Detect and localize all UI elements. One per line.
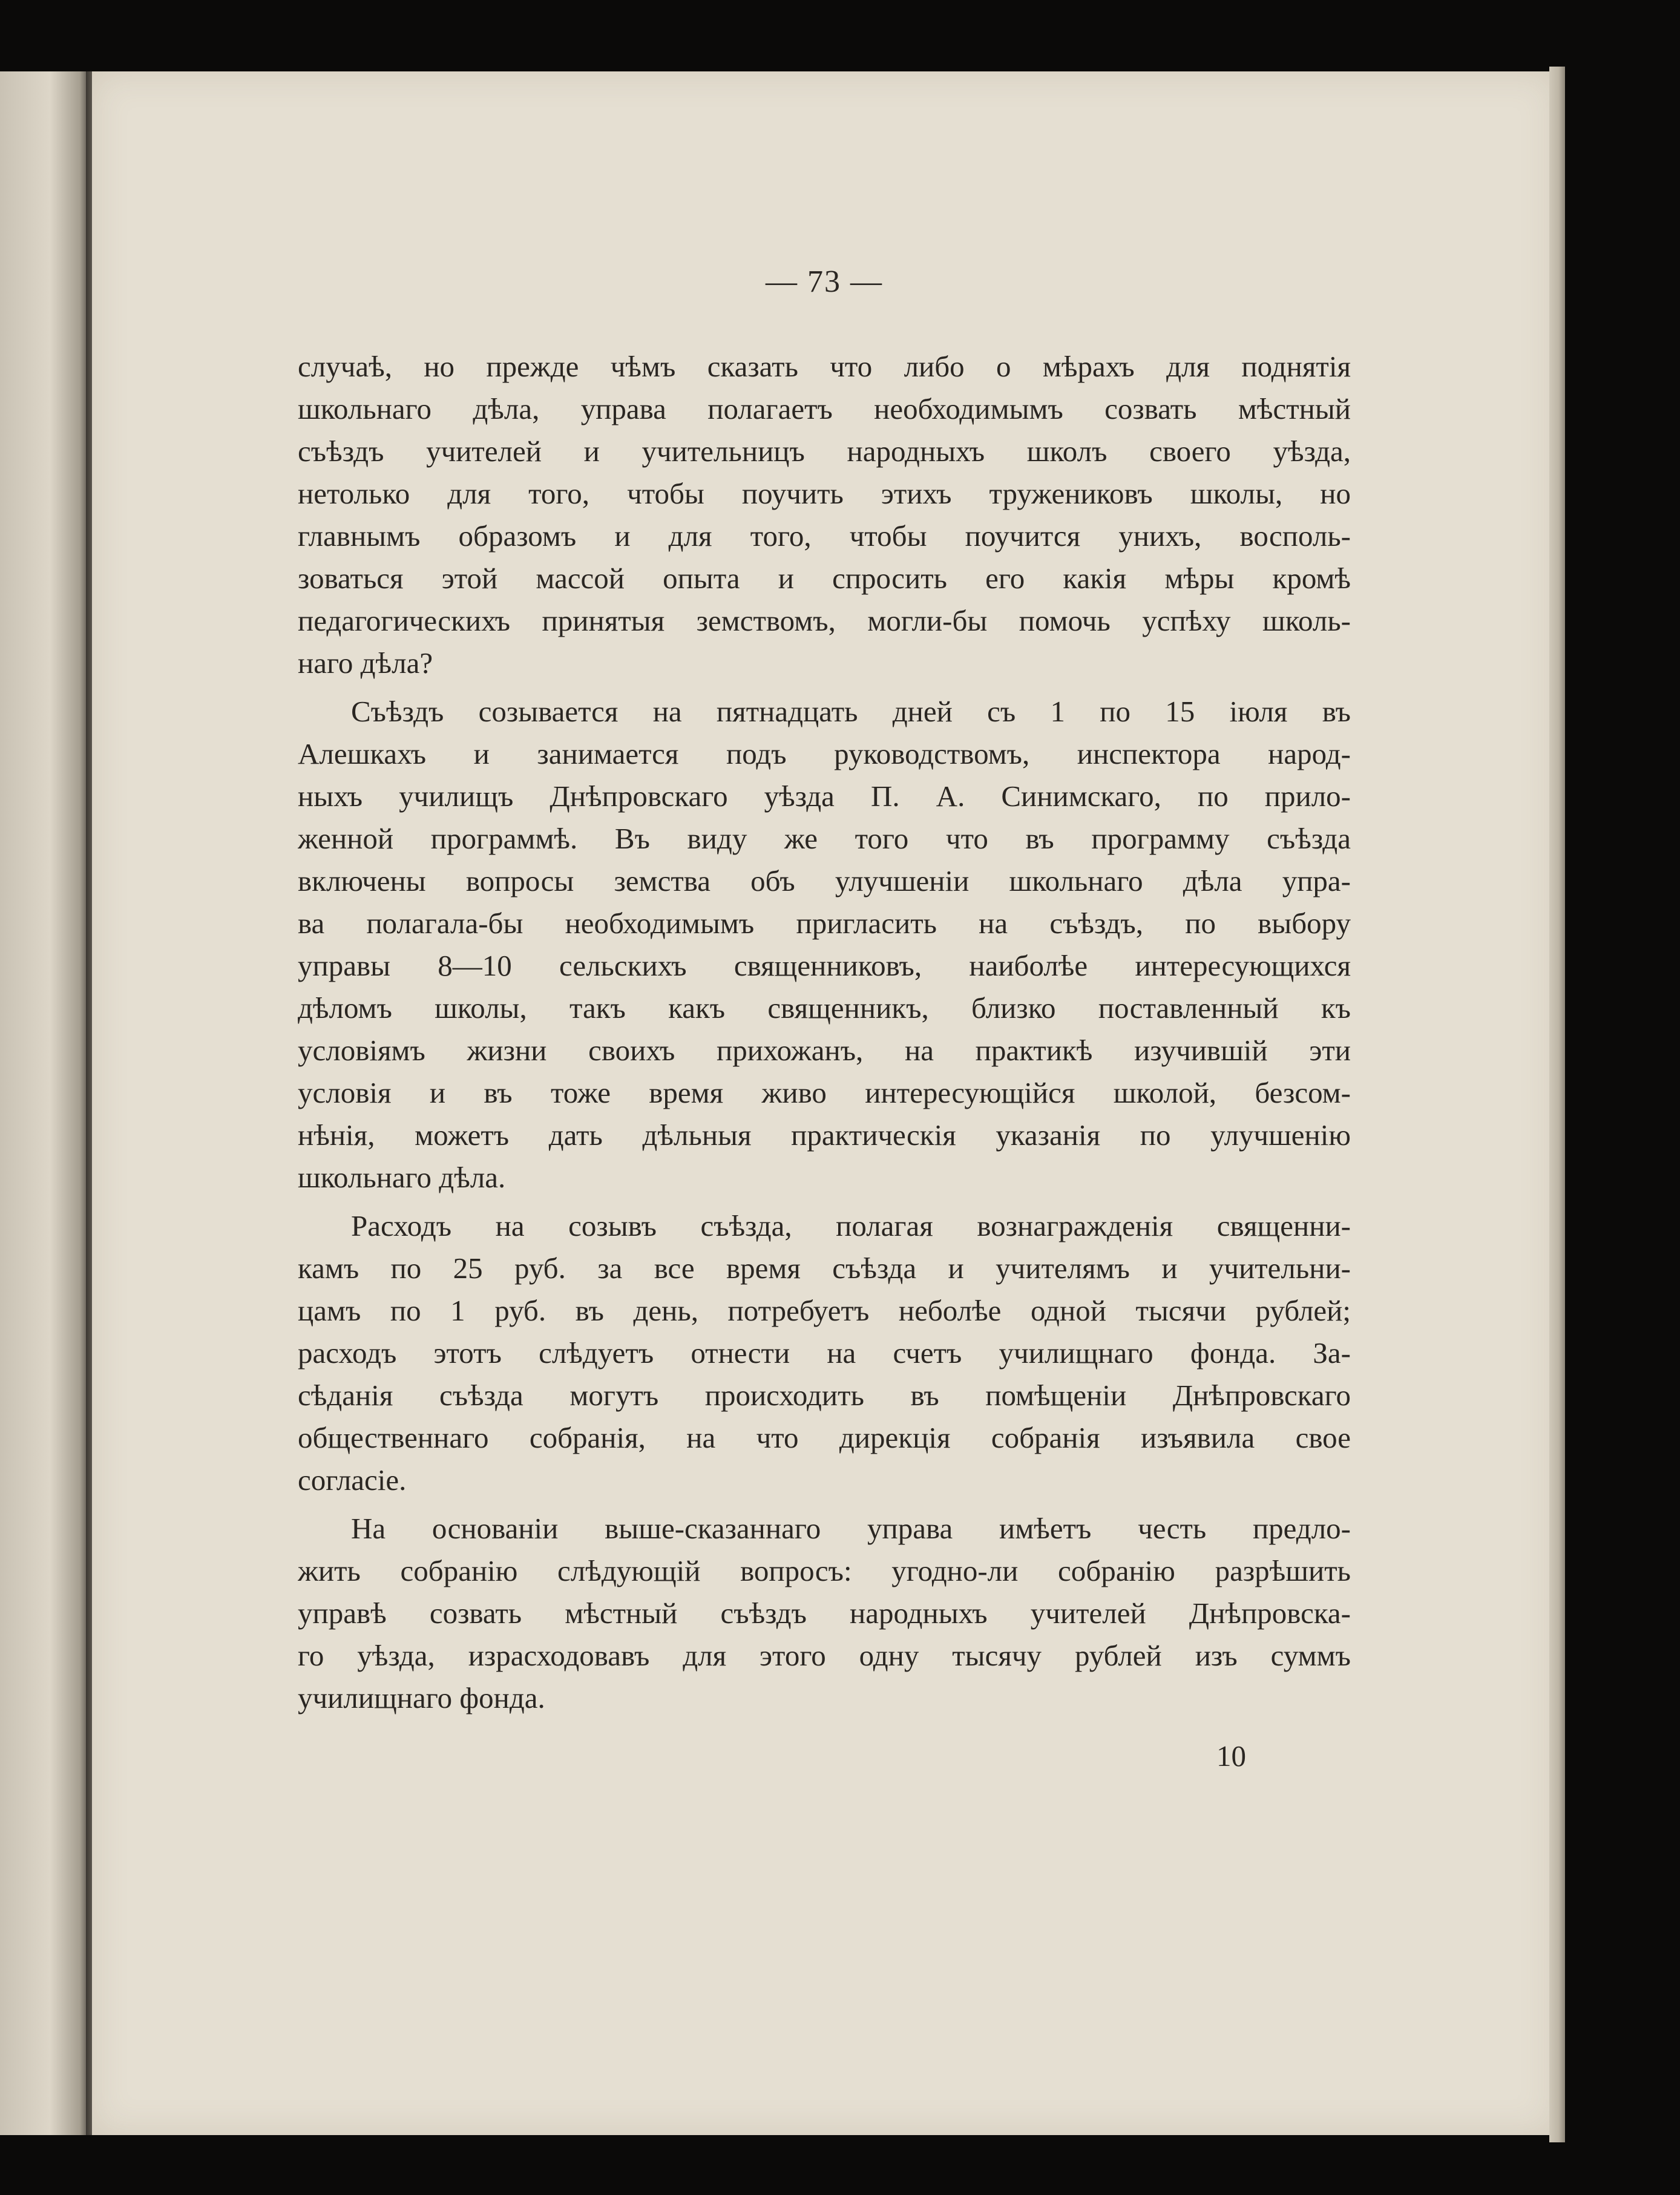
text-line: На основаніи выше-сказаннаго управа имѣетъ честь предло- — [351, 1512, 1351, 1545]
text-line: ва полагала-бы необходимымъ пригласить на съѣздъ, по выбору — [298, 907, 1351, 940]
book-page — [92, 71, 1557, 2135]
text-line: нетолько для того, чтобы поучить этихъ тружениковъ школы, но — [298, 477, 1351, 510]
text-line: управѣ созвать мѣстный съѣздъ народныхъ учителей Днѣпровска- — [298, 1596, 1351, 1630]
signature-mark: 10 — [1216, 1739, 1246, 1773]
text-line: расходъ этотъ слѣдуетъ отнести на счетъ училищнаго фонда. За- — [298, 1336, 1351, 1370]
text-line: школьнаго дѣла. — [298, 1161, 506, 1194]
text-line: го уѣзда, израсходовавъ для этого одну тысячу рублей изъ суммъ — [298, 1639, 1351, 1672]
text-line: педагогическихъ принятыя земствомъ, могли-бы помочь успѣху школь- — [298, 604, 1351, 637]
text-line: дѣломъ школы, такъ какъ священникъ, близко поставленный къ — [298, 991, 1351, 1025]
text-line: управы 8—10 сельскихъ священниковъ, наиболѣе интересующихся — [298, 949, 1351, 982]
text-line: сѣданія съѣзда могутъ происходить въ помѣщеніи Днѣпровскаго — [298, 1379, 1351, 1412]
text-line: согласіе. — [298, 1463, 407, 1497]
text-line: условія и въ тоже время живо интересующійся школой, безсом- — [298, 1076, 1351, 1109]
text-line: школьнаго дѣла, управа полагаетъ необходимымъ созвать мѣстный — [298, 392, 1351, 425]
text-line: нѣнія, можетъ дать дѣльныя практическія указанія по улучшенію — [298, 1118, 1351, 1152]
text-line: зоваться этой массой опыта и спросить его какія мѣры кромѣ — [298, 562, 1351, 595]
text-line: Расходъ на созывъ съѣзда, полагая вознагражденія священни- — [351, 1209, 1351, 1242]
text-line: условіямъ жизни своихъ прихожанъ, на практикѣ изучившій эти — [298, 1034, 1351, 1067]
text-line: жить собранію слѣдующій вопросъ: угодно-ли собранію разрѣшить — [298, 1554, 1351, 1587]
text-line: училищнаго фонда. — [298, 1681, 545, 1714]
text-line: камъ по 25 руб. за все время съѣзда и учителямъ и учительни- — [298, 1252, 1351, 1285]
text-line: Съѣздъ созывается на пятнадцать дней съ 1 по 15 іюля въ — [351, 695, 1351, 728]
text-line: цамъ по 1 руб. въ день, потребуетъ неболѣе одной тысячи рублей; — [298, 1294, 1351, 1327]
page-number: — 73 — — [766, 264, 883, 299]
text-line: Алешкахъ и занимается подъ руководствомъ, инспектора народ- — [298, 737, 1351, 770]
page-fore-edge — [1549, 67, 1565, 2142]
text-line: ныхъ училищъ Днѣпровскаго уѣзда П. А. Синимскаго, по прило- — [298, 779, 1351, 813]
text-line: общественнаго собранія, на что дирекція собранія изъявила свое — [298, 1421, 1351, 1454]
text-line: главнымъ образомъ и для того, чтобы поучится унихъ, восполь- — [298, 519, 1351, 553]
text-line: съѣздъ учителей и учительницъ народныхъ школъ своего уѣзда, — [298, 435, 1351, 468]
text-line: женной программѣ. Въ виду же того что въ программу съѣзда — [298, 822, 1351, 855]
text-line: случаѣ, но прежде чѣмъ сказать что либо о мѣрахъ для поднятія — [298, 350, 1351, 383]
facing-page-edge — [0, 71, 91, 2135]
text-line: включены вопросы земства объ улучшеніи школьнаго дѣла упра- — [298, 864, 1351, 897]
text-line: наго дѣла? — [298, 646, 433, 680]
